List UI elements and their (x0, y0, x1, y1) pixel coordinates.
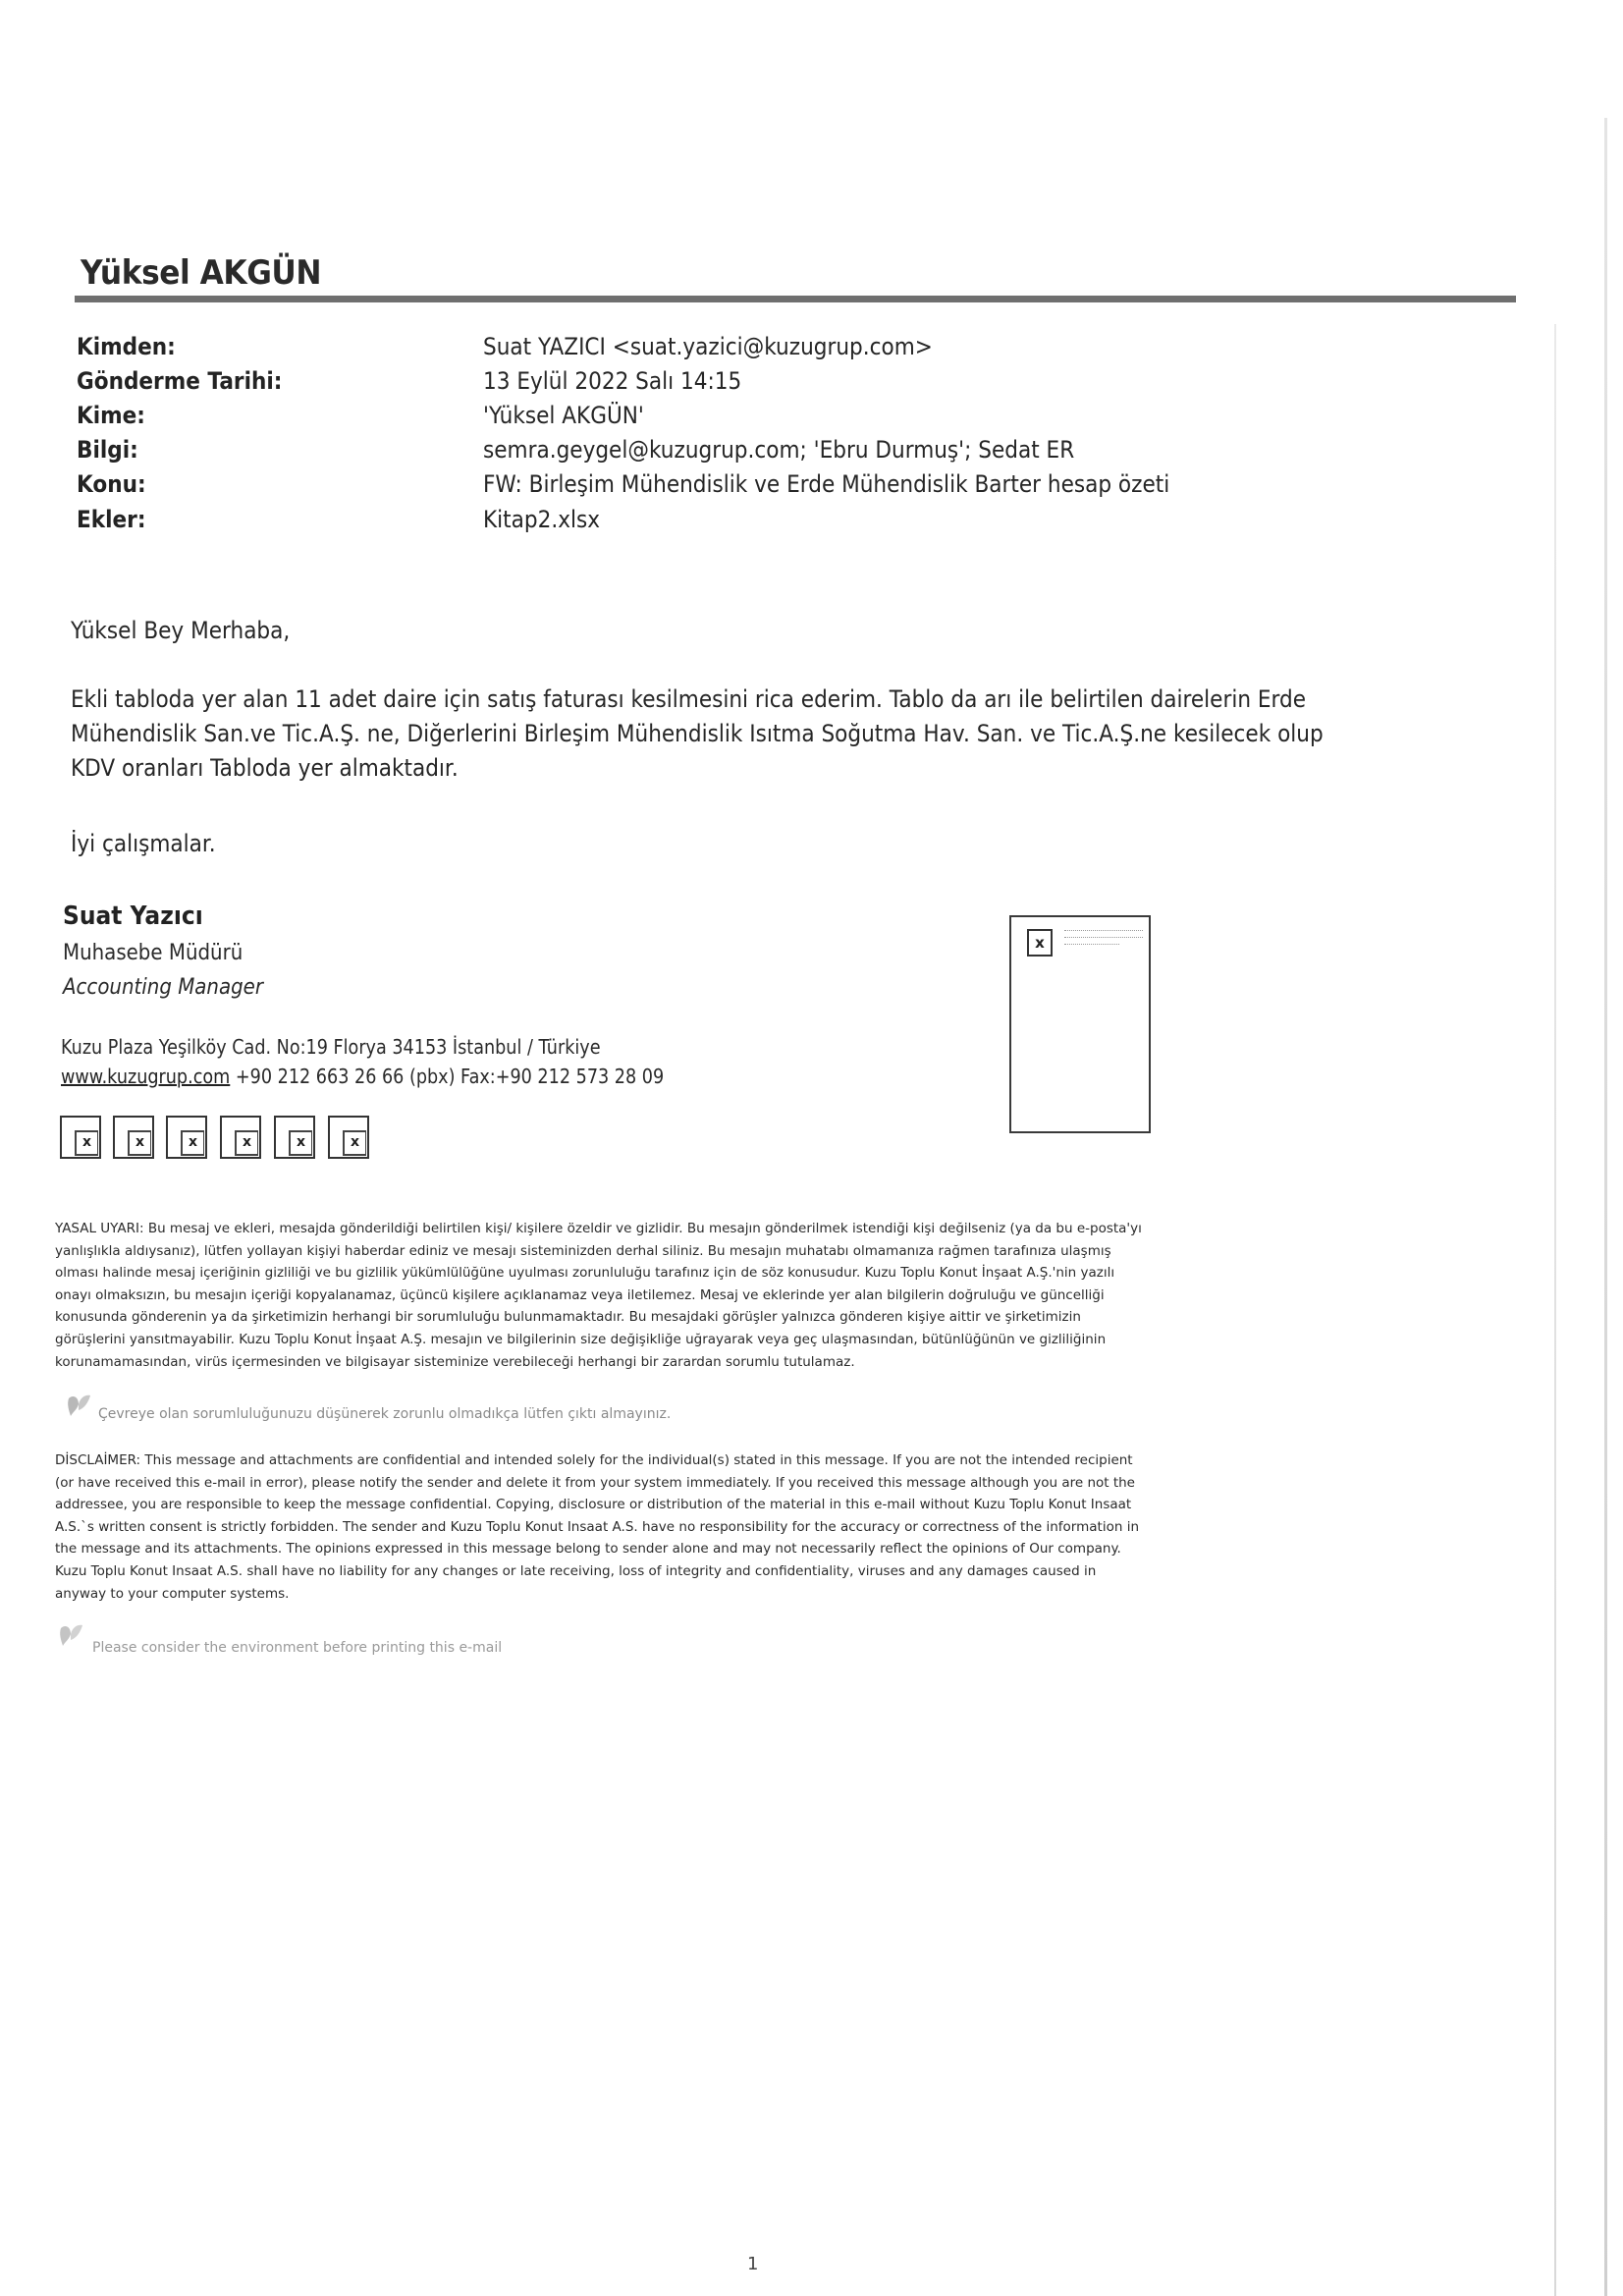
leaf-icon (57, 1622, 84, 1648)
from-value: Suat YAZICI <suat.yazici@kuzugrup.com> (483, 333, 933, 360)
broken-image-icon: x (235, 1130, 258, 1156)
legal-line: konusunda gönderenin ya da şirketimizin herhangi bir sorumluluğu bulunmamaktadır. Bu mesajdaki görüşler yalnızca gönderen kişiye aittir ve şirketimizin (55, 1309, 1081, 1326)
legal-line: A.S.`s written consent is strictly forbidden. The sender and Kuzu Toplu Konut Insaat A.S. have no responsibility for the accuracy or correctness of the information in (55, 1518, 1140, 1535)
subject-value: FW: Birleşim Mühendislik ve Erde Mühendislik Barter hesap özeti (483, 470, 1170, 498)
legal-line: the message and its attachments. The opinions expressed in this message belong to sender alone and may not necessarily reflect the opinions of Our company. (55, 1541, 1121, 1558)
broken-image-icon: x (128, 1130, 151, 1156)
leaf-icon (65, 1393, 92, 1418)
placeholder-alt-text (1064, 930, 1143, 948)
legal-line: görüşlerini yansıtmayabilir. Kuzu Toplu Konut İnşaat A.Ş. mesajın ve bilgilerinin size değişikliğe uğrayarak veya geç ulaşmasından, bütünlüğünün ve gizliliğinin (55, 1331, 1107, 1347)
signature-address: Kuzu Plaza Yeşilköy Cad. No:19 Florya 34153 İstanbul / Türkiye (61, 1035, 601, 1059)
greeting: Yüksel Bey Merhaba, (71, 617, 291, 644)
signature-title-tr: Muhasebe Müdürü (63, 941, 243, 965)
broken-image-icon: x (289, 1130, 312, 1156)
sent-label: Gönderme Tarihi: (77, 367, 283, 395)
cc-label: Bilgi: (77, 436, 138, 464)
social-icon-broken-image[interactable] (274, 1116, 315, 1159)
legal-line: Kuzu Toplu Konut Insaat A.S. shall have no liability for any changes or late receiving, loss of integrity and confidentiality, viruses and any damages caused in (55, 1562, 1097, 1579)
from-label: Kimden: (77, 333, 176, 360)
social-icon-broken-image[interactable] (328, 1116, 369, 1159)
closing: İyi çalışmalar. (71, 830, 216, 857)
broken-image-icon: x (343, 1130, 366, 1156)
attachments-label: Ekler: (77, 506, 146, 533)
phone-fax: +90 212 663 26 66 (pbx) Fax:+90 212 573 28 09 (230, 1065, 665, 1088)
legal-line: YASAL UYARI: Bu mesaj ve ekleri, mesajda gönderildiği belirtilen kişi/ kişilere özeldir ve gizlidir. Bu mesajın gönderilmek istendiği kişi değilseniz (ya da bu e-posta'yı (55, 1221, 1142, 1236)
body-line: Mühendislik San.ve Tic.A.Ş. ne, Diğerlerini Birleşim Mühendislik Isıtma Soğutma Hav. San. ve Tic.A.Ş.ne kesilecek olup (71, 720, 1324, 747)
broken-image-icon: x (75, 1130, 98, 1156)
scan-edge-line (1604, 118, 1607, 2296)
legal-line: anyway to your computer systems. (55, 1585, 290, 1602)
legal-line: (or have received this e-mail in error), please notify the sender and delete it from your system immediately. If you received this message although you are not the (55, 1474, 1135, 1491)
eco-note-en: Please consider the environment before printing this e-mail (92, 1640, 503, 1656)
legal-disclaimer-en (55, 1449, 1292, 1605)
legal-line: addressee, you are responsible to keep the message confidential. Copying, disclosure or distribution of the material in this e-mail without Kuzu Toplu Konut Insaat (55, 1497, 1132, 1513)
document-title: Yüksel AKGÜN (81, 253, 322, 293)
banner-image-placeholder (1009, 915, 1151, 1133)
signature-name: Suat Yazıcı (63, 902, 203, 931)
legal-line: onayı olmaksızın, bu mesajın içeriği kopyalanamaz, üçüncü kişilere açıklanamaz veya iletilemez. Mesaj ve eklerinde yer alan bilgilerin doğruluğu ve güncelliği (55, 1286, 1105, 1303)
body-line: Ekli tabloda yer alan 11 adet daire için satış faturası kesilmesini rica ederim. Tablo da arı ile belirtilen dairelerin Erde (71, 685, 1307, 713)
broken-image-icon: x (1027, 929, 1053, 957)
broken-image-icon: x (181, 1130, 204, 1156)
legal-line: korunamamasından, virüs içermesinden ve bilgisayar sisteminize verebileceği herhangi bir zarardan sorumlu tutulamaz. (55, 1353, 855, 1370)
scan-edge-line (1554, 324, 1556, 2296)
body-line: KDV oranları Tabloda yer almaktadır. (71, 754, 459, 782)
signature-contact (61, 1065, 664, 1088)
website-link[interactable]: www.kuzugrup.com (61, 1065, 231, 1088)
subject-label: Konu: (77, 470, 146, 498)
social-icon-broken-image[interactable] (166, 1116, 207, 1159)
attachment-file[interactable]: Kitap2.xlsx (483, 506, 601, 533)
sent-value: 13 Eylül 2022 Salı 14:15 (483, 367, 742, 395)
title-rule (75, 296, 1516, 302)
legal-line: olması halinde mesaj içeriğinin gizliliği ve bu gizlilik yükümlülüğüne uyulması zorunluluğu tarafınız için de söz konusudur. Kuzu Toplu Konut İnşaat A.Ş.'nin yazılı (55, 1265, 1115, 1282)
signature-title-en: Accounting Manager (63, 975, 264, 1000)
social-icon-broken-image[interactable] (220, 1116, 261, 1159)
legal-line: yanlışlıkla aldıysanız), lütfen yollayan kişiyi haberdar ediniz ve mesajı sisteminizden derhal siliniz. Bu mesajın muhatabı olmamanıza rağmen tarafınıza ulaşmış (55, 1242, 1111, 1259)
cc-value: semra.geygel@kuzugrup.com; 'Ebru Durmuş'; Sedat ER (483, 436, 1075, 464)
to-label: Kime: (77, 402, 145, 429)
legal-line: DİSCLAİMER: This message and attachments are confidential and intended solely for the individual(s) stated in this message. If you are not the intended recipient (55, 1452, 1133, 1468)
page-number: 1 (747, 2254, 759, 2274)
eco-note-tr: Çevreye olan sorumluluğunuzu düşünerek zorunlu olmadıkça lütfen çıktı almayınız. (98, 1406, 672, 1422)
to-value: 'Yüksel AKGÜN' (483, 402, 644, 429)
social-icon-broken-image[interactable] (60, 1116, 101, 1159)
social-icon-broken-image[interactable] (113, 1116, 154, 1159)
legal-warning-tr (55, 1218, 1292, 1373)
